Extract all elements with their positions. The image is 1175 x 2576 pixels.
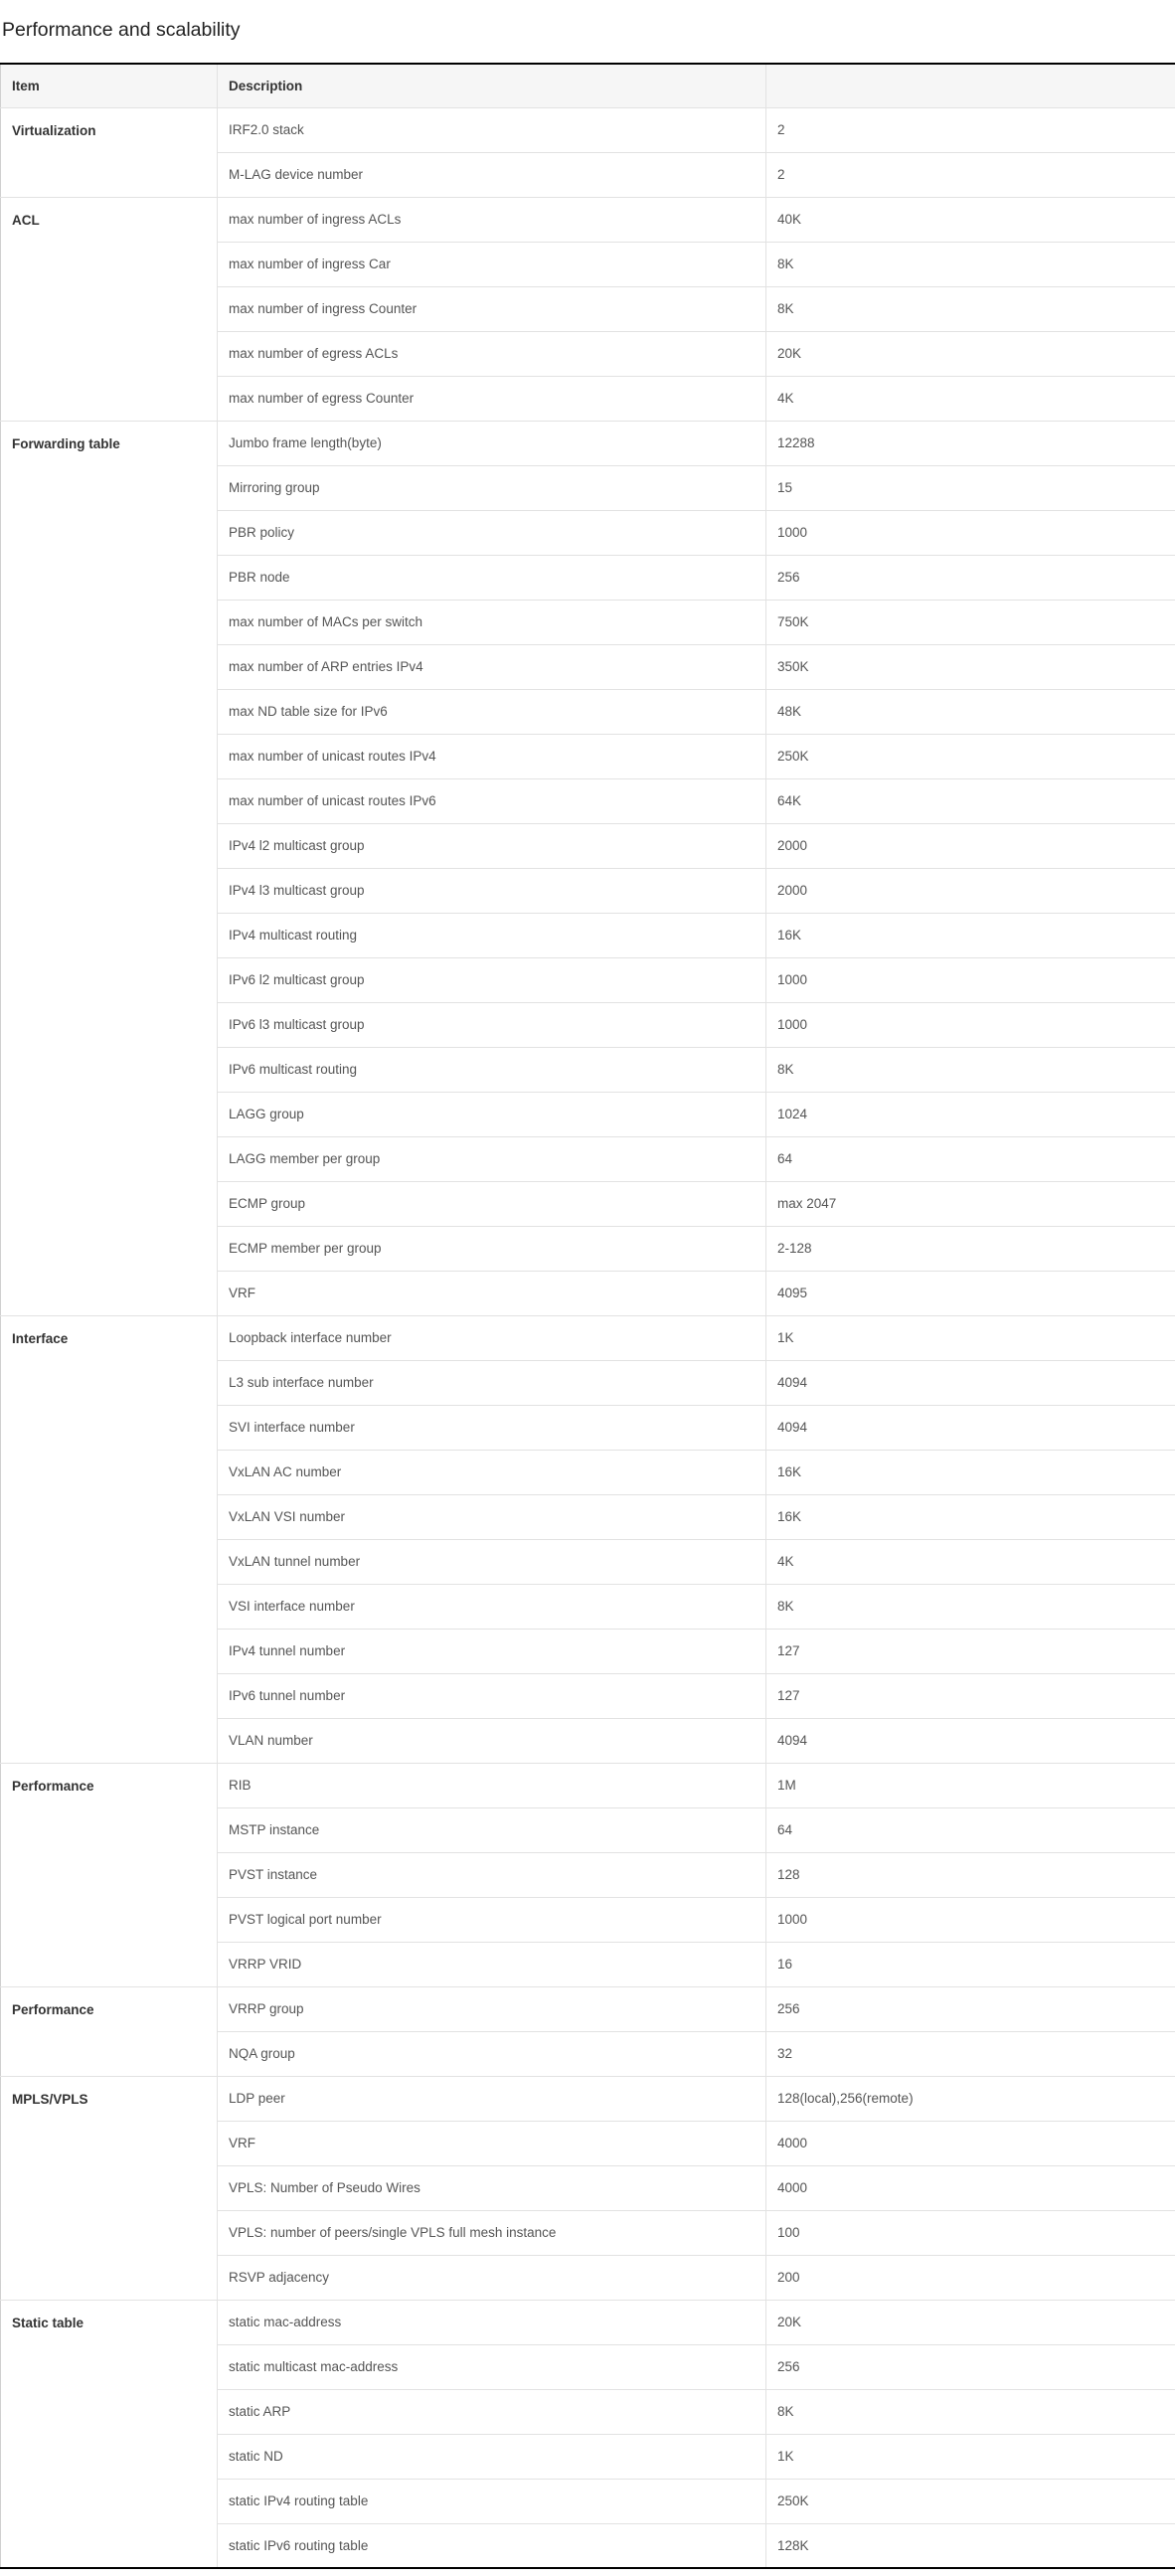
description-cell: static ND (218, 2434, 766, 2479)
value-cell: 2000 (766, 868, 1175, 913)
description-cell: max number of unicast routes IPv4 (218, 734, 766, 778)
table-row (1, 2076, 1175, 2121)
description-cell: PBR node (218, 555, 766, 600)
value-cell: 100 (766, 2210, 1175, 2255)
value-cell: 48K (766, 689, 1175, 734)
value-cell: 256 (766, 555, 1175, 600)
value-cell: 128 (766, 1852, 1175, 1897)
table-row (1, 107, 1175, 152)
table-header (1, 64, 1175, 107)
description-cell: IPv4 multicast routing (218, 913, 766, 957)
header-value (766, 64, 1175, 107)
value-cell: 8K (766, 1584, 1175, 1629)
category-cell: Performance (1, 1763, 218, 1986)
value-cell: 250K (766, 2479, 1175, 2523)
description-cell: LDP peer (218, 2076, 766, 2121)
value-cell: 16 (766, 1942, 1175, 1986)
description-cell: static ARP (218, 2389, 766, 2434)
value-cell: 8K (766, 2389, 1175, 2434)
value-cell: 200 (766, 2255, 1175, 2300)
table-header-row (1, 64, 1175, 107)
value-cell: 1K (766, 2434, 1175, 2479)
description-cell: RIB (218, 1763, 766, 1807)
page-title: Performance and scalability (2, 19, 241, 41)
description-cell: LAGG member per group (218, 1136, 766, 1181)
value-cell: max 2047 (766, 1181, 1175, 1226)
value-cell: 128(local),256(remote) (766, 2076, 1175, 2121)
table-row (1, 1763, 1175, 1807)
description-cell: static IPv6 routing table (218, 2523, 766, 2568)
description-cell: max number of egress ACLs (218, 331, 766, 376)
value-cell: 4K (766, 376, 1175, 421)
value-cell: 256 (766, 2344, 1175, 2389)
description-cell: MSTP instance (218, 1807, 766, 1852)
value-cell: 1024 (766, 1092, 1175, 1136)
value-cell: 1M (766, 1763, 1175, 1807)
description-cell: Mirroring group (218, 465, 766, 510)
description-cell: VRF (218, 1271, 766, 1315)
description-cell: max number of egress Counter (218, 376, 766, 421)
description-cell: RSVP adjacency (218, 2255, 766, 2300)
description-cell: Jumbo frame length(byte) (218, 421, 766, 465)
header-item: Item (1, 64, 218, 107)
value-cell: 8K (766, 242, 1175, 286)
description-cell: max number of ingress ACLs (218, 197, 766, 242)
value-cell: 40K (766, 197, 1175, 242)
value-cell: 1K (766, 1315, 1175, 1360)
value-cell: 16K (766, 913, 1175, 957)
description-cell: IPv6 multicast routing (218, 1047, 766, 1092)
description-cell: PVST logical port number (218, 1897, 766, 1942)
description-cell: VxLAN AC number (218, 1450, 766, 1494)
description-cell: M-LAG device number (218, 152, 766, 197)
value-cell: 128K (766, 2523, 1175, 2568)
category-cell: Static table (1, 2300, 218, 2568)
table-row (1, 1315, 1175, 1360)
value-cell: 12288 (766, 421, 1175, 465)
category-cell: MPLS/VPLS (1, 2076, 218, 2300)
value-cell: 20K (766, 331, 1175, 376)
value-cell: 2 (766, 152, 1175, 197)
description-cell: max number of MACs per switch (218, 600, 766, 644)
description-cell: ECMP member per group (218, 1226, 766, 1271)
description-cell: IPv6 l3 multicast group (218, 1002, 766, 1047)
description-cell: Loopback interface number (218, 1315, 766, 1360)
table-row (1, 1986, 1175, 2031)
description-cell: max number of ARP entries IPv4 (218, 644, 766, 689)
description-cell: static multicast mac-address (218, 2344, 766, 2389)
description-cell: max number of ingress Car (218, 242, 766, 286)
value-cell: 2000 (766, 823, 1175, 868)
table-row (1, 421, 1175, 465)
category-cell: Forwarding table (1, 421, 218, 1315)
value-cell: 16K (766, 1450, 1175, 1494)
value-cell: 4094 (766, 1718, 1175, 1763)
description-cell: IPv4 l2 multicast group (218, 823, 766, 868)
description-cell: PVST instance (218, 1852, 766, 1897)
table-body (1, 107, 1175, 2568)
value-cell: 4095 (766, 1271, 1175, 1315)
value-cell: 64 (766, 1807, 1175, 1852)
value-cell: 8K (766, 1047, 1175, 1092)
description-cell: VxLAN tunnel number (218, 1539, 766, 1584)
table-row (1, 2300, 1175, 2344)
description-cell: NQA group (218, 2031, 766, 2076)
description-cell: VPLS: number of peers/single VPLS full mesh instance (218, 2210, 766, 2255)
value-cell: 4000 (766, 2165, 1175, 2210)
description-cell: max number of ingress Counter (218, 286, 766, 331)
value-cell: 750K (766, 600, 1175, 644)
description-cell: VRRP group (218, 1986, 766, 2031)
value-cell: 1000 (766, 1897, 1175, 1942)
value-cell: 1000 (766, 1002, 1175, 1047)
value-cell: 1000 (766, 957, 1175, 1002)
value-cell: 64 (766, 1136, 1175, 1181)
description-cell: VxLAN VSI number (218, 1494, 766, 1539)
value-cell: 4K (766, 1539, 1175, 1584)
description-cell: LAGG group (218, 1092, 766, 1136)
value-cell: 1000 (766, 510, 1175, 555)
specifications-table (0, 63, 1175, 2569)
description-cell: max number of unicast routes IPv6 (218, 778, 766, 823)
value-cell: 4000 (766, 2121, 1175, 2165)
description-cell: IPv6 tunnel number (218, 1673, 766, 1718)
value-cell: 2-128 (766, 1226, 1175, 1271)
header-description: Description (218, 64, 766, 107)
description-cell: static mac-address (218, 2300, 766, 2344)
description-cell: VPLS: Number of Pseudo Wires (218, 2165, 766, 2210)
description-cell: ECMP group (218, 1181, 766, 1226)
category-cell: Interface (1, 1315, 218, 1763)
value-cell: 4094 (766, 1405, 1175, 1450)
description-cell: IPv4 tunnel number (218, 1629, 766, 1673)
value-cell: 127 (766, 1629, 1175, 1673)
value-cell: 256 (766, 1986, 1175, 2031)
value-cell: 64K (766, 778, 1175, 823)
description-cell: VRRP VRID (218, 1942, 766, 1986)
value-cell: 2 (766, 107, 1175, 152)
value-cell: 4094 (766, 1360, 1175, 1405)
value-cell: 8K (766, 286, 1175, 331)
value-cell: 20K (766, 2300, 1175, 2344)
description-cell: IPv6 l2 multicast group (218, 957, 766, 1002)
value-cell: 16K (766, 1494, 1175, 1539)
description-cell: IPv4 l3 multicast group (218, 868, 766, 913)
description-cell: IRF2.0 stack (218, 107, 766, 152)
description-cell: VRF (218, 2121, 766, 2165)
category-cell: Performance (1, 1986, 218, 2076)
value-cell: 350K (766, 644, 1175, 689)
description-cell: PBR policy (218, 510, 766, 555)
description-cell: VSI interface number (218, 1584, 766, 1629)
description-cell: VLAN number (218, 1718, 766, 1763)
description-cell: L3 sub interface number (218, 1360, 766, 1405)
category-cell: ACL (1, 197, 218, 421)
table-row (1, 197, 1175, 242)
category-cell: Virtualization (1, 107, 218, 197)
description-cell: max ND table size for IPv6 (218, 689, 766, 734)
value-cell: 250K (766, 734, 1175, 778)
value-cell: 15 (766, 465, 1175, 510)
description-cell: static IPv4 routing table (218, 2479, 766, 2523)
value-cell: 127 (766, 1673, 1175, 1718)
value-cell: 32 (766, 2031, 1175, 2076)
description-cell: SVI interface number (218, 1405, 766, 1450)
